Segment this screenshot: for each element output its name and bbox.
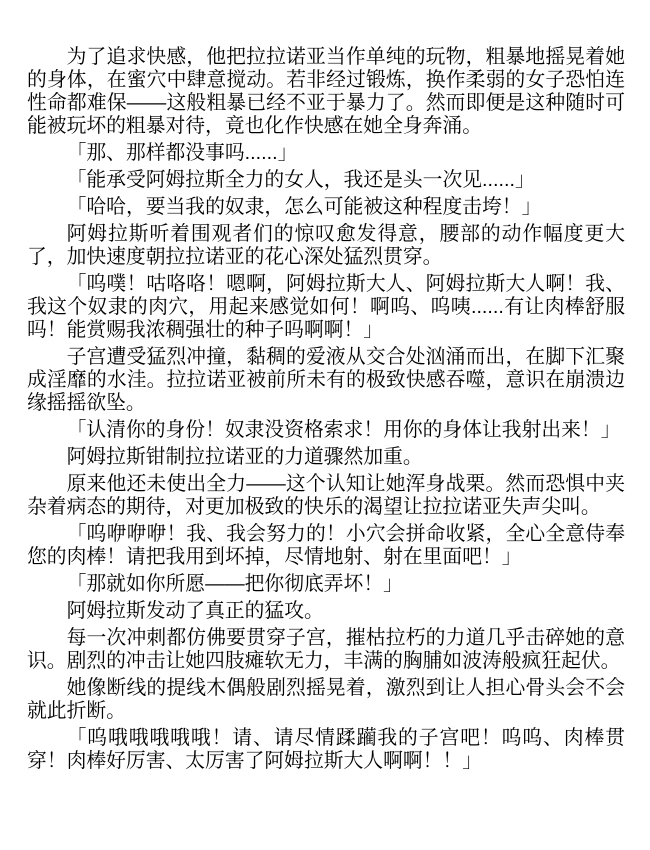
paragraph: 原来他还未使出全力——这个认知让她浑身战栗。然而恐惧中夹杂着病态的期待，对更加极致的快乐的渴望让拉拉诺亚失声尖叫。 — [27, 473, 625, 518]
paragraph: 「呜咿咿咿！我、我会努力的！小穴会拼命收紧，全心全意侍奉您的肉棒！请把我用到坏掉，尽情地射、射在里面吧！」 — [27, 523, 625, 568]
paragraph: 「哈哈，要当我的奴隶，怎么可能被这种程度击垮！」 — [66, 196, 542, 218]
paragraph: 为了追求快感，他把拉拉诺亚当作单纯的玩物，粗暴地摇晃着她的身体，在蜜穴中肆意搅动。若非经过锻炼，换作柔弱的女子恐怕连性命都难保——这般粗暴已经不亚于暴力了。然而即便是这种随时可能被玩坏的粗暴对待，竟也化作快感在她全身奔涌。 — [27, 46, 625, 137]
paragraph: 每一次冲刺都仿佛要贯穿子宫，摧枯拉朽的力道几乎击碎她的意识。剧烈的冲击让她四肢瘫软无力，丰满的胸脯如波涛般疯狂起伏。 — [27, 627, 625, 672]
paragraph: 「呜哦哦哦哦哦！请、请尽情蹂躏我的子宫吧！呜呜、肉棒贯穿！肉棒好厉害、太厉害了阿姆拉斯大人啊啊！！」 — [27, 727, 625, 772]
paragraph: 「呜噗！咕咯咯！嗯啊，阿姆拉斯大人、阿姆拉斯大人啊！我、我这个奴隶的肉穴，用起来感觉如何！啊呜、呜咦......有让肉棒舒服吗！能赏赐我浓稠强壮的种子吗啊啊！」 — [27, 273, 625, 341]
paragraph: 「那、那样都没事吗......」 — [66, 142, 298, 164]
page-content — [27, 46, 625, 773]
paragraph: 子宫遭受猛烈冲撞，黏稠的爱液从交合处汹涌而出，在脚下汇聚成淫靡的水洼。拉拉诺亚被前所未有的极致快感吞噬，意识在崩溃边缘摇摇欲坠。 — [27, 346, 625, 414]
paragraph: 「能承受阿姆拉斯全力的女人，我还是头一次见......」 — [66, 169, 535, 191]
paragraph: 「那就如你所愿——把你彻底弄坏！」 — [66, 573, 403, 595]
paragraph: 她像断线的提线木偶般剧烈摇晃着，激烈到让人担心骨头会不会就此折断。 — [27, 677, 625, 722]
paragraph: 阿姆拉斯钳制拉拉诺亚的力道骤然加重。 — [66, 446, 423, 468]
paragraph: 阿姆拉斯听着围观者们的惊叹愈发得意，腰部的动作幅度更大了，加快速度朝拉拉诺亚的花心深处猛烈贯穿。 — [27, 223, 625, 268]
paragraph: 「认清你的身份！奴隶没资格索求！用你的身体让我射出来！」 — [66, 419, 621, 441]
paragraph: 阿姆拉斯发动了真正的猛攻。 — [66, 600, 324, 622]
